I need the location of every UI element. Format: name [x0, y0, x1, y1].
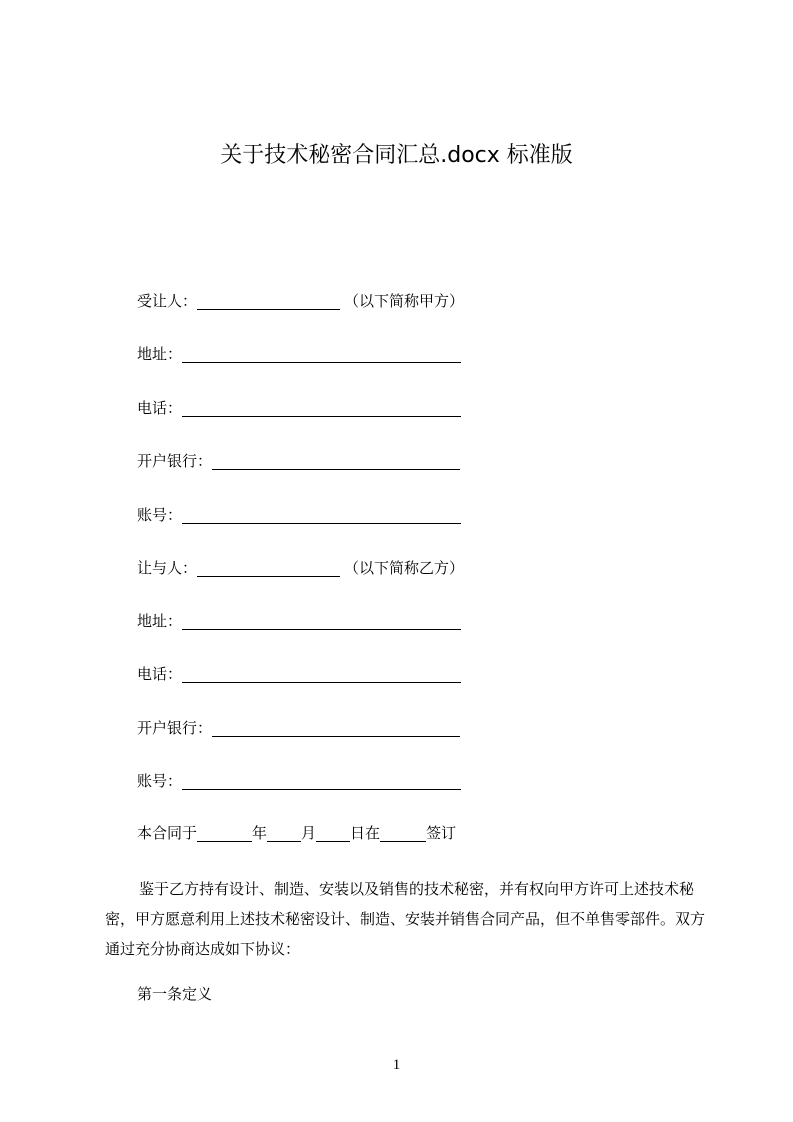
- section-heading: 第一条定义: [137, 985, 213, 1003]
- party-b-bank-label: 开户银行：: [137, 719, 213, 737]
- party-b-address-field: [137, 610, 461, 632]
- party-b-account-blank: [182, 772, 461, 790]
- signed-label: 签订: [426, 824, 457, 842]
- party-b-address-blank: [182, 612, 461, 630]
- page-number: 1: [392, 1057, 401, 1073]
- year-blank: [197, 824, 252, 842]
- preamble-paragraph: 鉴于乙方持有设计、制造、安装以及销售的技术秘密，并有权向甲方许可上述技术秘密，甲方愿意利用上述技术秘密设计、制造、安装并销售合同产品，但不单售零部件。双方通过充分协商达成如下协议：: [105, 880, 706, 958]
- party-a-bank-field: [137, 450, 460, 472]
- party-a-bank-blank: [212, 452, 460, 470]
- month-label: 月: [301, 824, 317, 842]
- party-b-account-label: 账号：: [137, 772, 183, 790]
- party-b-name-blank: [197, 559, 340, 577]
- party-a-phone-field: [137, 397, 461, 419]
- day-blank: [316, 824, 350, 842]
- party-b-name-label: 让与人：: [137, 559, 198, 577]
- party-b-phone-blank: [182, 665, 461, 683]
- party-a-phone-label: 电话：: [137, 399, 183, 417]
- party-a-address-label: 地址：: [137, 345, 183, 363]
- party-b-name-suffix: （以下简称乙方）: [344, 559, 465, 577]
- party-a-account-field: [137, 504, 461, 526]
- contract-date-line: [137, 822, 456, 844]
- party-a-account-blank: [182, 506, 461, 524]
- year-label: 年: [252, 824, 268, 842]
- party-a-name-label: 受让人：: [137, 292, 198, 310]
- party-a-name-blank: [197, 292, 340, 310]
- party-b-address-label: 地址：: [137, 612, 183, 630]
- day-at-label: 日在: [350, 824, 381, 842]
- month-blank: [267, 824, 301, 842]
- date-prefix: 本合同于: [137, 824, 198, 842]
- document-title: 关于技术秘密合同汇总.docx 标准版: [220, 143, 573, 168]
- party-b-account-field: [137, 770, 461, 792]
- party-b-bank-blank: [212, 719, 460, 737]
- party-a-bank-label: 开户银行：: [137, 452, 213, 470]
- party-a-account-label: 账号：: [137, 506, 183, 524]
- party-a-phone-blank: [182, 399, 461, 417]
- party-a-name-field: [137, 290, 464, 312]
- party-b-bank-field: [137, 717, 460, 739]
- party-b-name-field: [137, 557, 464, 579]
- place-blank: [380, 824, 426, 842]
- party-a-name-suffix: （以下简称甲方）: [344, 292, 465, 310]
- party-a-address-blank: [182, 345, 461, 363]
- party-a-address-field: [137, 343, 461, 365]
- party-b-phone-field: [137, 663, 461, 685]
- party-b-phone-label: 电话：: [137, 665, 183, 683]
